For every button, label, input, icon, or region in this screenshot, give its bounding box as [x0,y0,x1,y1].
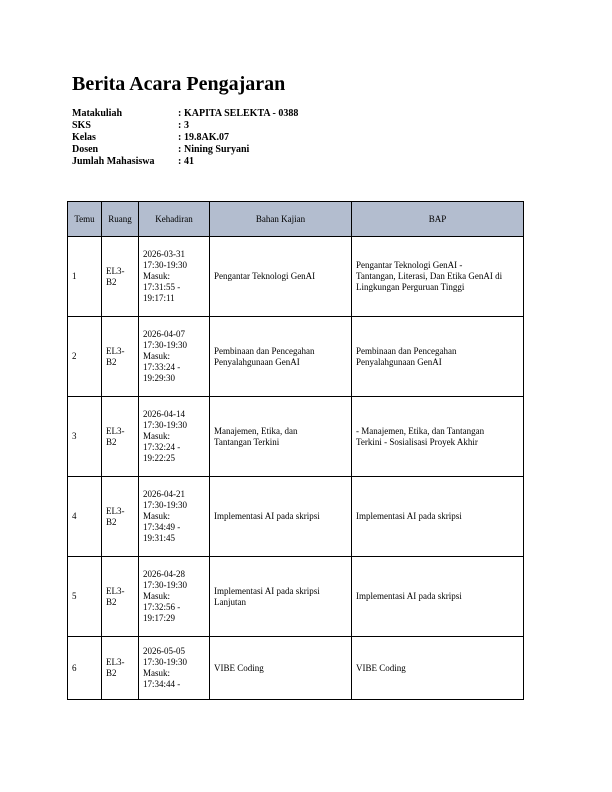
cell-kehadiran-text: 2026-04-14 17:30-19:30 Masuk: 17:32:24 - 19:22:25 [143,409,187,463]
cell-bahan-kajian [210,237,352,317]
info-value: Nining Suryani [184,144,250,155]
info-row-dosen [72,144,298,156]
column-header-ruang: Ruang [102,202,139,237]
course-info [72,108,298,168]
info-value: 19.8AK.07 [184,132,229,143]
info-label: Jumlah Mahasiswa [72,156,155,167]
cell-kehadiran-text: 2026-04-28 17:30-19:30 Masuk: 17:32:56 - 19:17:29 [143,569,187,623]
cell-ruang [102,557,139,637]
cell-ruang [102,637,139,700]
cell-kehadiran [139,397,210,477]
cell-temu: 5 [68,557,102,637]
cell-bahan-kajian [210,557,352,637]
teaching-log-table [67,201,524,700]
info-row-sks [72,120,298,132]
document-title: Berita Acara Pengajaran [72,73,286,95]
cell-bahan-kajian-text: Pembinaan dan Pencegahan Penyalahgunaan GenAI [214,345,315,367]
cell-kehadiran [139,477,210,557]
cell-bahan-kajian [210,397,352,477]
cell-ruang-text: EL3- B2 [106,425,125,447]
cell-temu: 2 [68,317,102,397]
column-header-bap: BAP [352,202,524,237]
cell-bap [352,557,524,637]
cell-bap [352,317,524,397]
table-row [68,477,524,557]
cell-temu: 6 [68,637,102,700]
cell-ruang-text: EL3- B2 [106,657,125,678]
info-label: SKS [72,120,91,131]
cell-temu: 4 [68,477,102,557]
cell-ruang-text: EL3- B2 [106,505,125,527]
cell-kehadiran-text: 2026-04-07 17:30-19:30 Masuk: 17:33:24 - 19:29:30 [143,329,187,383]
cell-bap [352,637,524,700]
column-header-bahan-kajian: Bahan Kajian [210,202,352,237]
column-header-temu: Temu [68,202,102,237]
cell-kehadiran-text: 2026-04-21 17:30-19:30 Masuk: 17:34:49 - 19:31:45 [143,489,187,543]
cell-ruang-text: EL3- B2 [106,585,125,607]
info-label: Dosen [72,144,99,155]
cell-bahan-kajian-text: Implementasi AI pada skripsi [214,511,320,521]
table-header-row [68,202,524,237]
cell-bap-text: Implementasi AI pada skripsi [356,511,462,521]
cell-kehadiran [139,317,210,397]
cell-bap-text: Pengantar Teknologi GenAI - Tantangan, Literasi, Dan Etika GenAI di Lingkungan Perguruan Tinggi [356,260,503,292]
cell-bap-text: Pembinaan dan Pencegahan Penyalahgunaan GenAI [356,345,457,367]
info-colon: : [178,144,182,155]
info-colon: : [178,108,182,119]
cell-bahan-kajian-text: Implementasi AI pada skripsi Lanjutan [214,585,320,607]
cell-ruang [102,237,139,317]
cell-bap [352,237,524,317]
cell-bap-text: VIBE Coding [356,662,406,673]
cell-kehadiran [139,237,210,317]
info-row-jumlah-mahasiswa [72,156,298,168]
info-row-kelas [72,132,298,144]
table-row [68,317,524,397]
cell-kehadiran [139,557,210,637]
info-value: 3 [184,120,189,131]
info-value: KAPITA SELEKTA - 0388 [184,108,299,119]
cell-ruang [102,317,139,397]
cell-temu: 3 [68,397,102,477]
info-label: Matakuliah [72,108,123,119]
info-row-matakuliah [72,108,298,120]
column-header-kehadiran: Kehadiran [139,202,210,237]
info-colon: : [178,132,182,143]
table-row [68,557,524,637]
info-value: 41 [184,156,194,167]
cell-bap [352,397,524,477]
cell-kehadiran-text: 2026-05-05 17:30-19:30 Masuk: 17:34:44 - [143,646,187,689]
cell-kehadiran [139,637,210,700]
cell-kehadiran-text: 2026-03-31 17:30-19:30 Masuk: 17:31:55 - 19:17:11 [143,249,187,303]
info-colon: : [178,120,182,131]
table-row [68,397,524,477]
cell-bahan-kajian-text: Manajemen, Etika, dan Tantangan Terkini [214,425,298,447]
cell-bahan-kajian-text: VIBE Coding [214,662,264,673]
info-label: Kelas [72,132,96,143]
cell-bap [352,477,524,557]
cell-ruang [102,477,139,557]
cell-bap-text: - Manajemen, Etika, dan Tantangan Terkini - Sosialisasi Proyek Akhir [356,425,485,447]
cell-bahan-kajian [210,317,352,397]
cell-ruang-text: EL3- B2 [106,345,125,367]
cell-ruang [102,397,139,477]
cell-bahan-kajian [210,477,352,557]
cell-bahan-kajian [210,637,352,700]
cell-ruang-text: EL3- B2 [106,265,125,287]
cell-temu: 1 [68,237,102,317]
cell-bahan-kajian-text: Pengantar Teknologi GenAI [214,271,316,281]
table-row [68,637,524,700]
table-row [68,237,524,317]
cell-bap-text: Implementasi AI pada skripsi [356,591,462,601]
info-colon: : [178,156,182,167]
